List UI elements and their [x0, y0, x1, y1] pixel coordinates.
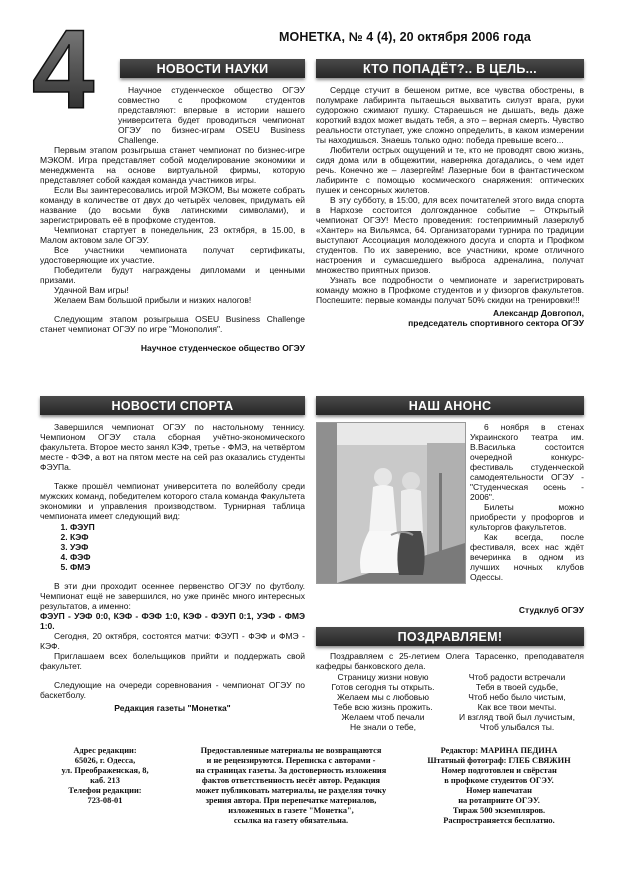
sport-p3: В эти дни проходит осеннее первенство ОГЭУ по футболу. Чемпионат ещё не завершился, но уже принёс много интересных результатов, а именно: — [40, 581, 305, 611]
sport-p5: Приглашаем всех болельщиков прийти и поддержать свой факультет. — [40, 651, 305, 671]
footer-credit-line: Номер подготовлен и свёрстан — [441, 766, 557, 775]
footer-credit-line: Редактор: МАРИНА ПЕДИНА — [440, 746, 558, 755]
congrats-poem-left — [316, 672, 450, 732]
footer-address-line: 723-08-01 — [87, 796, 123, 805]
target-p2: Любители острых ощущений и те, кто не проводят свою жизнь, сидя дома или в общежитии, наверняка догадались, о чем идет речь. Конечно же – лазергейм! Лазерные бои в фантастическом лабиринте с помощью космического снаряжения: оптических пушек и сенсорных жилетов. — [316, 145, 584, 195]
poem-line: Готов сегодня ты открыть. — [331, 682, 435, 692]
announce-p3: Как всегда, после фестиваля, всех нас ждёт вечеринка в одном из лучших ночных клубов Одессы. — [470, 532, 584, 582]
footer-address — [40, 746, 170, 806]
footer-credit-line: Штатный фотограф: ГЛЕБ СВЯЖИН — [427, 756, 571, 765]
footer-notice — [172, 746, 410, 826]
poem-line: Страницу жизни новую — [337, 672, 429, 682]
target-p4: Узнать все подробности о чемпионате и зарегистрировать команду можно в Профкоме студентов и у физоргов факультетов. Поспешите: первые команды получат 50% скидки на тренировки!!! — [316, 275, 584, 305]
poem-line: Как все твои мечты. — [477, 702, 557, 712]
science-p5: Все участники чемпионата получат сертификаты, удостоверяющие их участие. — [40, 245, 305, 265]
photo-illustration — [317, 423, 465, 583]
footer-credit-line: Тираж 500 экземпляров. — [452, 806, 546, 815]
footer-notice-line: изложенных в газете "Монетка", — [228, 806, 354, 815]
science-p2: Первым этапом розыгрыша станет чемпионат по бизнес-игре МЭКОМ. Игра представляет собой моделирование экономики и менеджмента на основе виртуальной фирмы, которую представляет собой каждая команда участников игры. — [40, 145, 305, 185]
science-article — [40, 85, 305, 353]
congrats-header: ПОЗДРАВЛЯЕМ! — [316, 627, 584, 646]
poem-line: Чтоб небо было чистым, — [468, 692, 566, 702]
footer-notice-line: ссылка на газету обязательна. — [233, 816, 349, 825]
announce-header: НАШ АНОНС — [316, 396, 584, 415]
sport-standings — [40, 522, 305, 572]
poem-line: И взгляд твой был лучистым, — [459, 712, 575, 722]
footer-address-line: 65026, г. Одесса, — [74, 756, 136, 765]
footer-address-line: Адрес редакции: — [73, 746, 137, 755]
standings-item: 4. ФЭФ — [70, 552, 305, 562]
standings-item: 5. ФМЭ — [70, 562, 305, 572]
poem-line: Тебя в твоей судьбе, — [475, 682, 559, 692]
announce-signature-wrap — [316, 605, 584, 615]
footer-notice-line: зрения автора. При перепечатке материалов, — [205, 796, 377, 805]
science-p9: Следующим этапом розыгрыша OSEU Business Challenge станет чемпионат ОГЭУ по игре "Монополия". — [40, 314, 305, 334]
science-p3: Если Вы заинтересовались игрой МЭКОМ, Вы можете собрать команду в количестве от двух до четырёх человек, придумать ей название (до восьми букв латинскими символами), и зарегистрировать её в профкоме студентов. — [40, 185, 305, 225]
poem-line: Тебе всю жизнь прожить. — [333, 702, 433, 712]
poem-line: Чтоб улыбался ты. — [479, 722, 555, 732]
footer-address-line: Телефон редакции: — [68, 786, 142, 795]
poem-line: Чтоб радости встречали — [468, 672, 566, 682]
target-header: КТО ПОПАДЁТ?.. В ЦЕЛЬ... — [316, 59, 584, 78]
science-p7: Удачной Вам игры! — [54, 285, 129, 295]
footer-credit-line: Распространяется бесплатно. — [443, 816, 555, 825]
target-signature-role: председатель спортивного сектора ОГЭУ — [408, 318, 584, 328]
science-p4: Чемпионат стартует в понедельник, 23 октября, в 15.00, в Малом актовом зале ОГЭУ. — [40, 225, 305, 245]
target-p1: Сердце стучит в бешеном ритме, все чувства обострены, в полумраке лабиринта пытаешься выхватить силуэт врага, руки судорожно сжимают пушку. Стараешься не дышать, ведь даже короткий вздох может выдать тебя, а это – верная смерть. Чувство реальности отступает, уже сложно определить, в каком измерении ты находишься. Знаешь только одно: победа превыше всего... — [316, 85, 584, 145]
announce-signature: Студклуб ОГЭУ — [518, 605, 584, 615]
footer-credit-line: Номер напечатан — [466, 786, 532, 795]
masthead: МОНЕТКА, № 4 (4), 20 октября 2006 года — [279, 30, 531, 44]
footer-notice-line: фактов ответственность несёт автор. Редакция — [201, 776, 381, 785]
science-signature: Научное студенческое общество ОГЭУ — [140, 343, 305, 353]
congrats-intro-wrap — [316, 651, 584, 671]
sport-p6: Следующие на очереди соревнования - чемпионат ОГЭУ по баскетболу. — [40, 680, 305, 700]
poem-line: Не знали о тебе, — [350, 722, 416, 732]
science-p1: Научное студенческое общество ОГЭУ совместно с профкомом студентов представляют: впервые в истории нашего университета будет проводиться чемпионат ОГЭУ по бизнес-играм OSEU Business Challenge. — [118, 85, 305, 145]
footer-notice-line: и не рецензируются. Переписка с авторами - — [206, 756, 376, 765]
announce-p2: Билеты можно приобрести у профоргов и культоргов факультетов. — [470, 502, 584, 532]
page-number: 4 — [32, 24, 95, 112]
footer-notice-line: Предоставленные материалы не возвращаются — [200, 746, 382, 755]
footer-credits — [414, 746, 584, 826]
sport-signature: Редакция газеты "Монетка" — [114, 703, 231, 713]
footer-address-line: каб. 213 — [90, 776, 120, 785]
poem-line: Желаем мы с любовью — [337, 692, 429, 702]
science-p8: Желаем Вам большой прибыли и низких налогов! — [54, 295, 252, 305]
target-p3: В эту субботу, в 15:00, для всех почитателей этого вида спорта в Нархозе состоится долгожданное событие – Открытый чемпионат ОГЭУ! Место проведения: гостеприимный лазерклуб «Хантер» на Вильямса, 64. Организаторами турнира по традиции выступают Ассоциация молодежного досуга и спорта и Профком студентов. По их заверению, все участники, кроме отличного настроения и сумасшедшего выброса адреналина, получат множество приятных призов. — [316, 195, 584, 275]
announce-article — [470, 422, 584, 582]
science-p6: Победители будут награждены дипломами и ценными призами. — [40, 265, 305, 285]
standings-item: 3. УЭФ — [70, 542, 305, 552]
sport-article — [40, 422, 305, 713]
sport-header: НОВОСТИ СПОРТА — [40, 396, 305, 415]
footer-credit-line: в профкоме студентов ОГЭУ. — [444, 776, 554, 785]
sport-results: ФЭУП - УЭФ 0:0, КЭФ - ФЭФ 1:0, КЭФ - ФЭУП 0:1, УЭФ - ФМЭ 1:0. — [40, 611, 305, 631]
sport-p1: Завершился чемпионат ОГЭУ по настольному теннису. Чемпионом ОГЭУ стала сборная учётно-экономического факультета. Второе место занял КЭФ, третье - ФМЭ, на четвёртом месте - ФЭФ, а вот на пятом месте на сей раз оказались студенты ФЭУПа. — [40, 422, 305, 472]
sport-p2: Также прошёл чемпионат университета по волейболу среди мужских команд, победителем которого стала команда Факультета экономики и управления производством. Турнирная таблица чемпионата имеет следующий вид: — [40, 481, 305, 521]
sport-p4: Сегодня, 20 октября, состоятся матчи: ФЭУП - ФЭФ и ФМЭ - КЭФ. — [40, 631, 305, 651]
announce-p1: 6 ноября в стенах Украинского театра им. В.Василька состоится очередной конкурс-фестиваль студенческой самодеятельности ОГЭУ - "Студенческая осень - 2006". — [470, 422, 584, 502]
science-header: НОВОСТИ НАУКИ — [120, 59, 305, 78]
congrats-poem-right — [450, 672, 584, 732]
standings-item: 2. КЭФ — [70, 532, 305, 542]
festival-photo — [316, 422, 466, 584]
footer-credit-line: на ротапринте ОГЭУ. — [458, 796, 540, 805]
footer-address-line: ул. Преображенская, 8, — [61, 766, 149, 775]
footer-notice-line: может публиковать материалы, не разделяя точку — [195, 786, 387, 795]
congrats-intro: Поздравляем с 25-летием Олега Тарасенко, преподавателя кафедры банковского дела. — [316, 651, 584, 671]
target-signature-name: Александр Довгопол, — [492, 308, 584, 318]
footer-notice-line: на страницах газеты. За достоверность изложения — [195, 766, 387, 775]
target-article — [316, 85, 584, 328]
standings-item: 1. ФЭУП — [70, 522, 305, 532]
poem-line: Желаем чтоб печали — [341, 712, 425, 722]
